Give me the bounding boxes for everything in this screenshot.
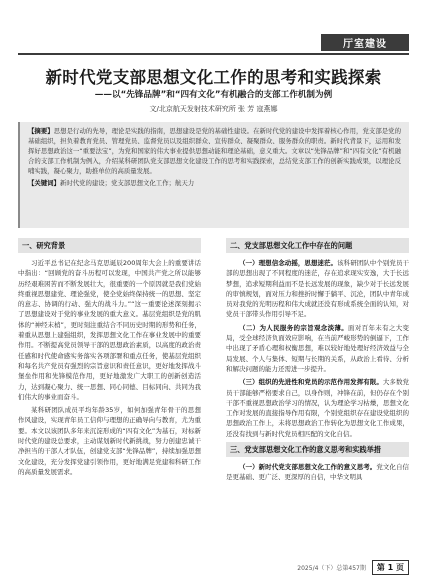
paragraph-text: 面对百年未有之大变局，受全球经济负面效应影响，在当前严峻形势的倒逼下，工作中出现了矛盾心理和权衡思想，难以较好地处理好经济效益与全局发展、个人与集体、短期与长期的关系，从政治上看待、分析和解决问题的能力还需进一步提升。 bbox=[226, 323, 409, 373]
keywords-label: 【关键词】 bbox=[28, 179, 60, 187]
issue-label: 2025/4（下）总第457期 bbox=[297, 565, 366, 572]
page-footer bbox=[297, 560, 409, 575]
keywords-text: 新时代党的建设；党支部思想文化工作；航天力 bbox=[59, 179, 195, 187]
abstract-text: 思想是行动的先导，理论是实践的指南，思想建设是党的基础性建设。在新时代党的建设中发挥着核心作用，党支部是党的基础组织，担负着教育党员、管理党员、监督党员以及组织群众、宣传群众、凝聚群众、服务群众的职责。新时代背景下，运用和发挥好思想政治这一“重要法宝”，为党和国家的伟大事业提供思想动能和理论基础，意义重大。文章以“先锋品牌”和“四有文化”有机融合的支部工作机制为例入，介绍某科研团队党支部思想文化建设工作的思考和实践探索，总结党支部工作的创新实践成果，以理论反哺实践，凝心聚力，助推单位的高质量发展。 bbox=[28, 127, 402, 175]
paragraph-text: 党文化自信是更基础、更广泛、更深厚的自信，中华文明具 bbox=[226, 463, 410, 482]
page-number: 第 1 页 bbox=[372, 560, 409, 575]
section-heading-2: 二、党支部思想文化工作中存在的问题 bbox=[226, 238, 409, 253]
paragraph bbox=[226, 258, 409, 320]
right-column bbox=[226, 238, 409, 486]
subsection-heading: （三）组织的先进性和党员的示范作用发挥有限。 bbox=[239, 378, 383, 387]
section-heading-3: 三、党支部思想文化工作的意义思考和实践举措 bbox=[226, 442, 409, 457]
paragraph-text: 该科研团队中个别党员干部的思想出现了不同程度的迷茫，存在追求现实安逸，大于长远梦想，追求短期利益而不是长远发展的现象，缺少对于长远发展的审慎规划，面对压力和挫折时懈于躺平、沉沦，团队中青年成员对我党的光明历程和伟大成就还没有形成系统全面的认知，对党员干部带头作用引导不足。 bbox=[226, 259, 410, 319]
header-rule bbox=[18, 53, 409, 55]
paragraph bbox=[226, 462, 409, 483]
left-column bbox=[18, 238, 201, 480]
article-title: 新时代党支部思想文化工作的思考和实践探索 bbox=[45, 68, 382, 87]
byline: 文/北京航天发射技术研究所 张 芳 寇燕娜 bbox=[149, 105, 278, 113]
article-subtitle: ——以“先锋品牌”和“四有文化”有机融合的支部工作机制为例 bbox=[94, 90, 333, 100]
paragraph-text: 大多数党员干部能够严格要求自己，以身作则，冲锋在前，但仍存在个别干部不重视思想政治学习的情况，认为理论学习枯燥，思想文化工作对发展的直接指导作用有限，个别党组织存在建设党组织的思想政治工作上，未将思想政治工作转化为思想文化工作成果，还没有找到与新时代党员相匹配的文化自信。 bbox=[226, 378, 410, 438]
subsection-heading: （一）理想信念动摇，思想迷茫。 bbox=[239, 259, 338, 267]
paragraph bbox=[226, 323, 409, 374]
subsection-heading: （二）为人民服务的宗旨观念淡薄。 bbox=[239, 323, 348, 332]
section-heading-1: 一、研究背景 bbox=[18, 238, 201, 253]
subsection-heading: （一）新时代党支部思想文化工作的意义思考。 bbox=[239, 463, 377, 472]
column-tag: 厅室建设 bbox=[321, 34, 409, 51]
paragraph: 某科研团队成员平均年龄35岁，如何加强青年骨干的思想作风建设，实现青年员工信仰与理想的正确导向与教育，尤为重要。本文以该团队多年来沉淀形成的“四有文化”为基石，对标新时代党的建设总要求，主动谋划新时代新挑战，努力创建忠诚干净担当的干部人才队伍，创建党支部“先锋品牌”，持续加强思想文化建设，充分发挥党建引领作用，更好地满足党建和科研工作的高质量发展需求。 bbox=[18, 406, 201, 476]
abstract-label: 【摘要】 bbox=[28, 127, 54, 135]
abstract-box bbox=[18, 122, 409, 228]
paragraph bbox=[226, 377, 409, 439]
paragraph: 习近平总书记在纪念马克思诞辰200周年大会上的重要讲话中指出：“回顾党的奋斗历程可以发现，中国共产党之所以能够历经艰难困苦而不断发展壮大，很重要的一个原因就是我们党始终重视思想建党、理论强党，使全党始终保持统一的思想、坚定的意志、协调的行动、强大的战斗力。”“这一重要论述深刻揭示了思想建设对于党的事业发展的重大意义。基层党组织是党的肌体的“神经末梢”，更时刻注重结合不同历史时期的形势和任务，着重从思想上建强组织，发挥思想文化工作在事业发展中的重要作用。不断提高党员领导干部的思想政治素质，以高度的政治责任感和时代使命感实务落实各项部署和重点任务，使基层党组织和每名共产党员有强烈的宗旨意识和责任意识，更好地发挥战斗堡垒作用和先锋模范作用，更好地激发广大职工的创新创造活力，达到凝心聚力、统一思想、同心同德、目标同向、共同为我们伟大的事业而奋斗。 bbox=[18, 259, 201, 401]
keywords bbox=[28, 178, 401, 188]
abstract bbox=[28, 126, 401, 176]
